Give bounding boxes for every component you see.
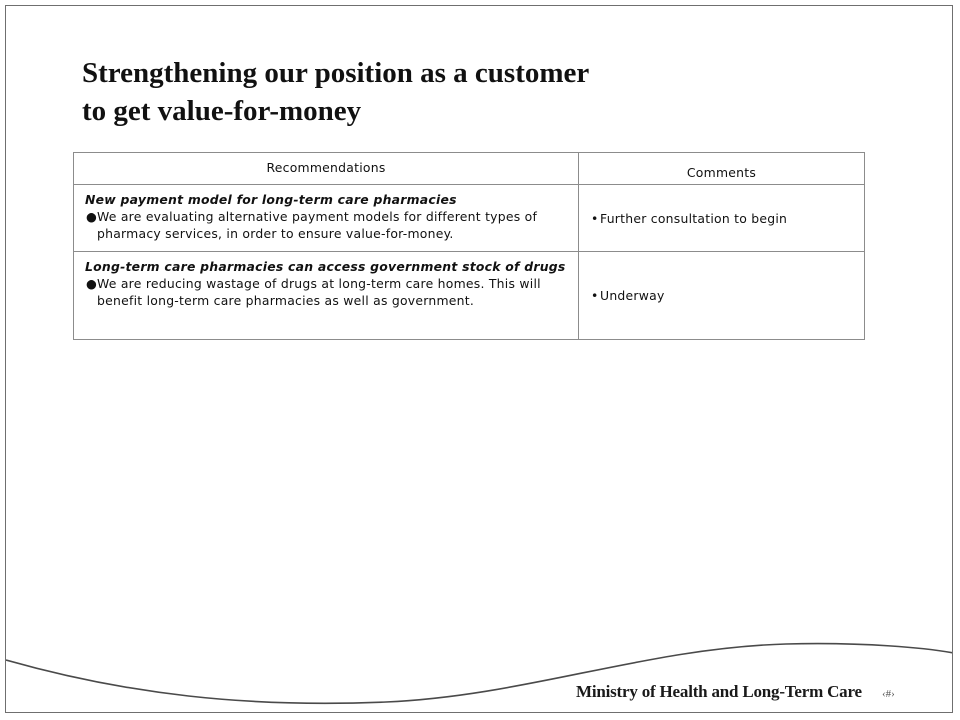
page-number: ‹#›	[882, 688, 895, 700]
recommendation-bullet	[85, 275, 568, 309]
recommendation-cell	[74, 185, 579, 252]
recommendation-title: New payment model for long-term care pharmacies	[85, 192, 457, 207]
comment-cell	[579, 185, 865, 252]
table-row	[74, 252, 865, 340]
table-row	[74, 185, 865, 252]
slide-title-line-1: Strengthening our position as a customer	[82, 57, 590, 89]
comment-bullet	[591, 287, 858, 304]
bullet-icon: ●	[86, 209, 98, 224]
table-header-row	[74, 153, 865, 185]
column-header-recommendations: Recommendations	[74, 153, 579, 185]
comment-text: Further consultation to begin	[600, 210, 788, 226]
recommendation-text: We are reducing wastage of drugs at long-term care homes. This will benefit long-term care pharmacies as well as government.	[97, 276, 541, 308]
slide-title-line-2: to get value-for-money	[82, 95, 362, 127]
recommendation-text: We are evaluating alternative payment models for different types of pharmacy services, in order to ensure value-for-money.	[97, 209, 538, 241]
recommendation-bullet	[85, 208, 568, 242]
slide	[5, 5, 953, 713]
recommendation-title: Long-term care pharmacies can access government stock of drugs	[85, 259, 566, 274]
comment-text: Underway	[600, 288, 665, 303]
bullet-icon: ●	[86, 276, 98, 291]
bullet-icon: •	[591, 288, 599, 303]
slide-title	[82, 54, 589, 130]
comment-cell	[579, 252, 865, 340]
bullet-icon: •	[591, 210, 599, 226]
ministry-name: Ministry of Health and Long-Term Care	[576, 682, 862, 701]
recommendations-table	[73, 152, 865, 340]
column-header-comments: Comments	[579, 153, 865, 185]
recommendation-cell	[74, 252, 579, 340]
comment-bullet	[591, 210, 858, 227]
